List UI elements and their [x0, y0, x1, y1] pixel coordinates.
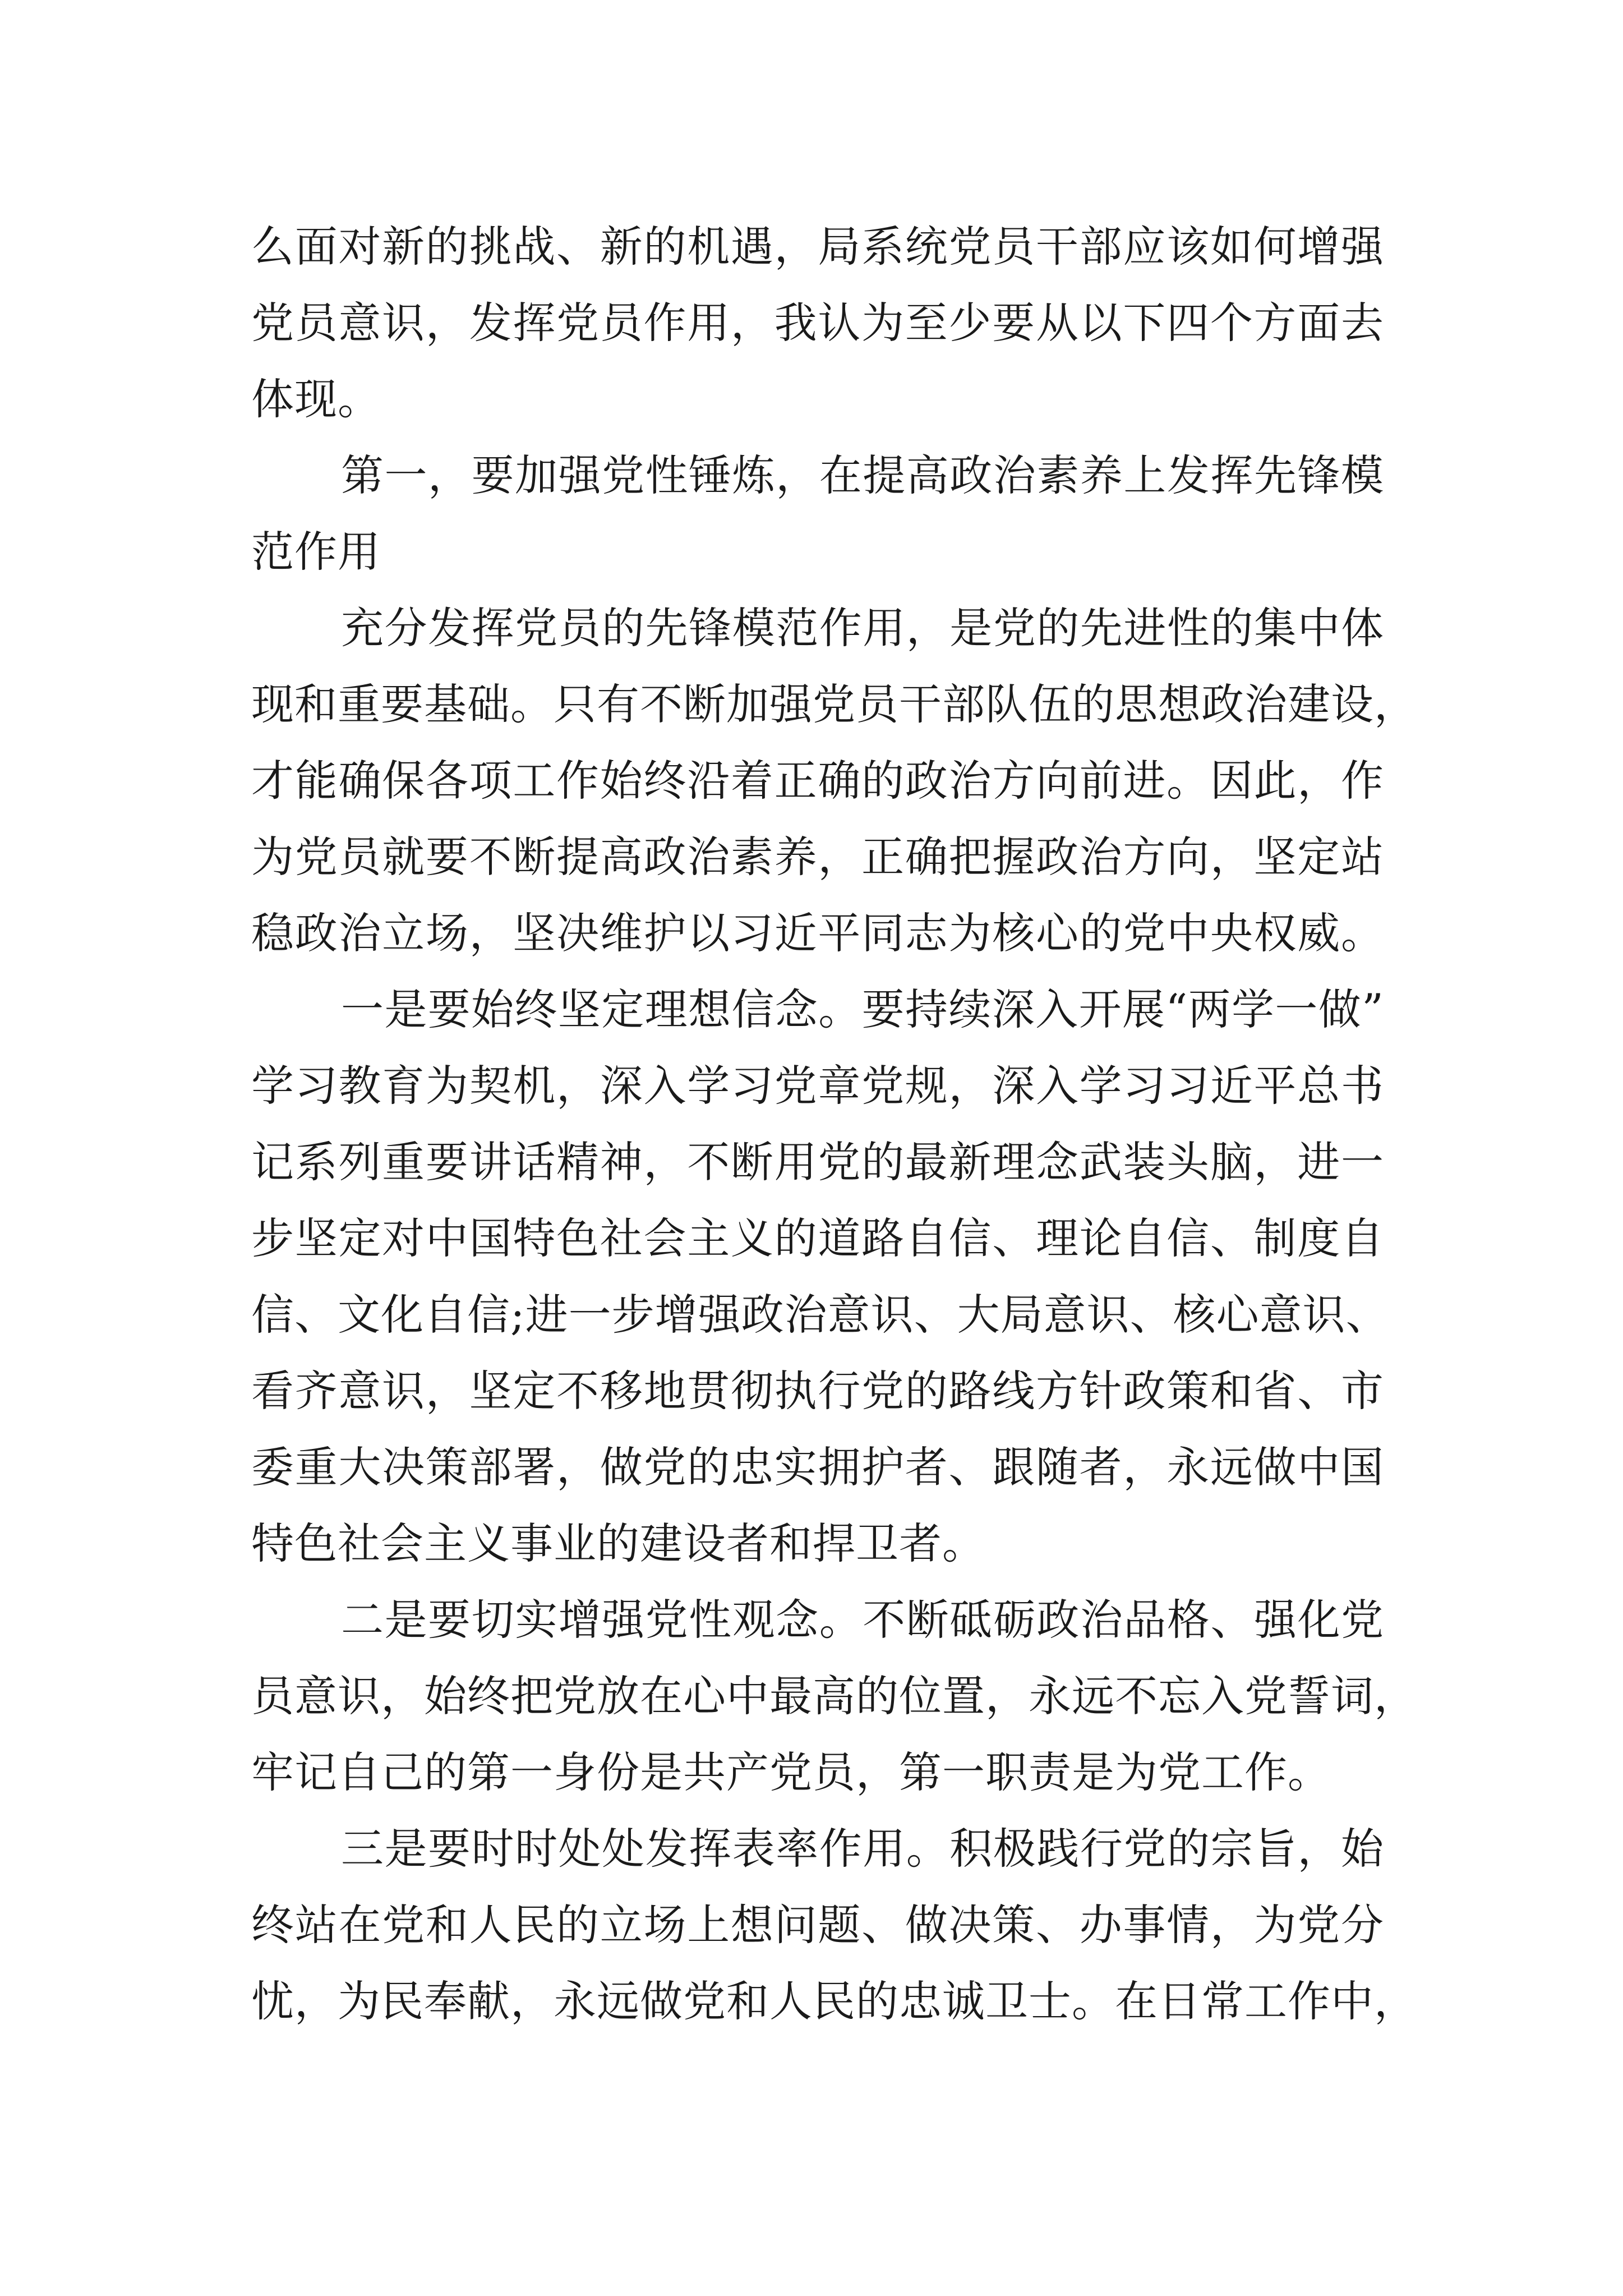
text-line: 特色社会主义事业的建设者和捍卫者。: [251, 1519, 985, 1568]
text-line: 牢记自己的第一身份是共产党员，第一职责是为党工作。: [251, 1747, 1331, 1797]
text-line: 步坚定对中国特色社会主义的道路自信、理论自信、制度自: [251, 1213, 1384, 1263]
text-line: 党员意识，发挥党员作用，我认为至少要从以下四个方面去: [251, 298, 1384, 348]
text-line: 员意识，始终把党放在心中最高的位置，永远不忘入党誓词，: [251, 1671, 1417, 1721]
text-line: 一是要始终坚定理想信念。要持续深入开展“两学一做”: [341, 984, 1384, 1034]
text-line: 充分发挥党员的先锋模范作用，是党的先进性的集中体: [341, 603, 1384, 653]
text-line: 为党员就要不断提高政治素养，正确把握政治方向，坚定站: [251, 832, 1384, 882]
text-line: 忧，为民奉献，永远做党和人民的忠诚卫士。在日常工作中，: [251, 1976, 1417, 2026]
text-line: 学习教育为契机，深入学习党章党规，深入学习习近平总书: [251, 1061, 1384, 1111]
text-line: 信、文化自信;进一步增强政治意识、大局意识、核心意识、: [251, 1290, 1389, 1340]
body-text: [251, 209, 1417, 2040]
text-line: 体现。: [251, 374, 381, 424]
section-heading-line: 范作用: [251, 527, 381, 577]
text-line: 三是要时时处处发挥表率作用。积极践行党的宗旨，始: [341, 1824, 1384, 1874]
text-line: 二是要切实增强党性观念。不断砥砺政治品格、强化党: [341, 1595, 1384, 1645]
text-line: 终站在党和人民的立场上想问题、做决策、办事情，为党分: [251, 1900, 1384, 1950]
text-line: 记系列重要讲话精神，不断用党的最新理念武装头脑，进一: [251, 1137, 1384, 1187]
text-line: 么面对新的挑战、新的机遇，局系统党员干部应该如何增强: [251, 222, 1384, 272]
section-heading-line: 第一，要加强党性锤炼，在提高政治素养上发挥先锋模: [341, 450, 1384, 500]
text-line: 现和重要基础。只有不断加强党员干部队伍的思想政治建设，: [251, 679, 1417, 729]
text-line: 委重大决策部署，做党的忠实拥护者、跟随者，永远做中国: [251, 1442, 1384, 1492]
text-line: 稳政治立场，坚决维护以习近平同志为核心的党中央权威。: [251, 908, 1384, 958]
text-line: 才能确保各项工作始终沿着正确的政治方向前进。因此，作: [251, 756, 1384, 806]
text-line: 看齐意识，坚定不移地贯彻执行党的路线方针政策和省、市: [251, 1366, 1384, 1416]
